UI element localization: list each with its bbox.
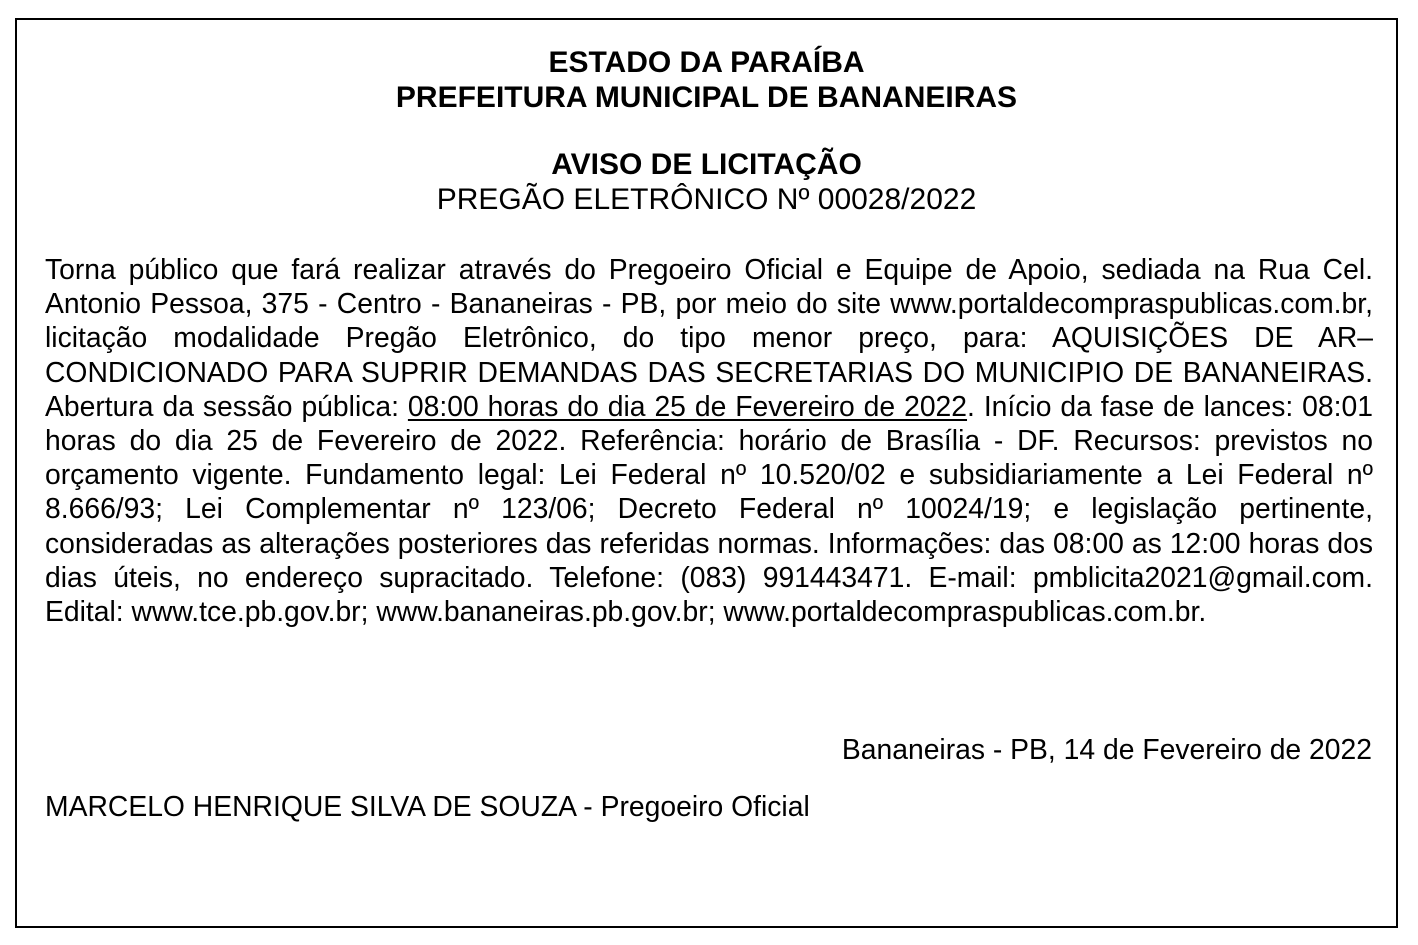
body-text-part1: Torna público que fará realizar através do Pregoeiro Oficial e Equipe de Apoio, sediada na Rua Cel. Antonio Pessoa, 375 - Centro - Bananeiras - PB, por meio do site www.portaldecompraspublicas.com.br, licitação modalidade Pregão Eletrônico, do tipo menor preço, para: AQUISIÇÕES DE AR–CONDICIONADO PARA SUPRIR DEMANDAS DAS SECRETARIAS DO MUNICIPIO DE BANANEIRAS. Abertura da sessão pública: — [45, 253, 1373, 422]
notice-subtitle: PREGÃO ELETRÔNICO Nº 00028/2022 — [436, 183, 977, 216]
issuer-header — [17, 45, 1396, 115]
signatory: MARCELO HENRIQUE SILVA DE SOUZA - Pregoeiro Oficial — [45, 790, 810, 822]
place-and-date: Bananeiras - PB, 14 de Fevereiro de 2022 — [841, 733, 1372, 765]
notice-title-block — [17, 147, 1396, 217]
municipality-name: PREFEITURA MUNICIPAL DE BANANEIRAS — [395, 81, 1018, 114]
session-opening-datetime: 08:00 horas do dia 25 de Fevereiro de 2022 — [407, 389, 968, 422]
state-name: ESTADO DA PARAÍBA — [548, 46, 865, 79]
notice-frame — [15, 18, 1398, 928]
body-text-part2: . Início da fase de lances: 08:01 horas do dia 25 de Fevereiro de 2022. Referência: horário de Brasília - DF. Recursos: previstos no orçamento vigente. Fundamento legal: Lei Federal nº 10.520/02 e subsidiariamente a Lei Federal nº 8.666/93; Lei Complementar nº 123/06; Decreto Federal nº 10024/19; e legislação pertinente, consideradas as alterações posteriores das referidas normas. Informações: das 08:00 as 12:00 horas dos dias úteis, no endereço supracitado. Telefone: (083) 991443471. E-mail: pmblicita2021@gmail.com. Edital: www.tce.pb.gov.br; www.bananeiras.pb.gov.br; www.portaldecompraspublicas.com.br. — [45, 389, 1373, 628]
notice-title: AVISO DE LICITAÇÃO — [551, 148, 862, 181]
notice-body — [45, 252, 1373, 628]
